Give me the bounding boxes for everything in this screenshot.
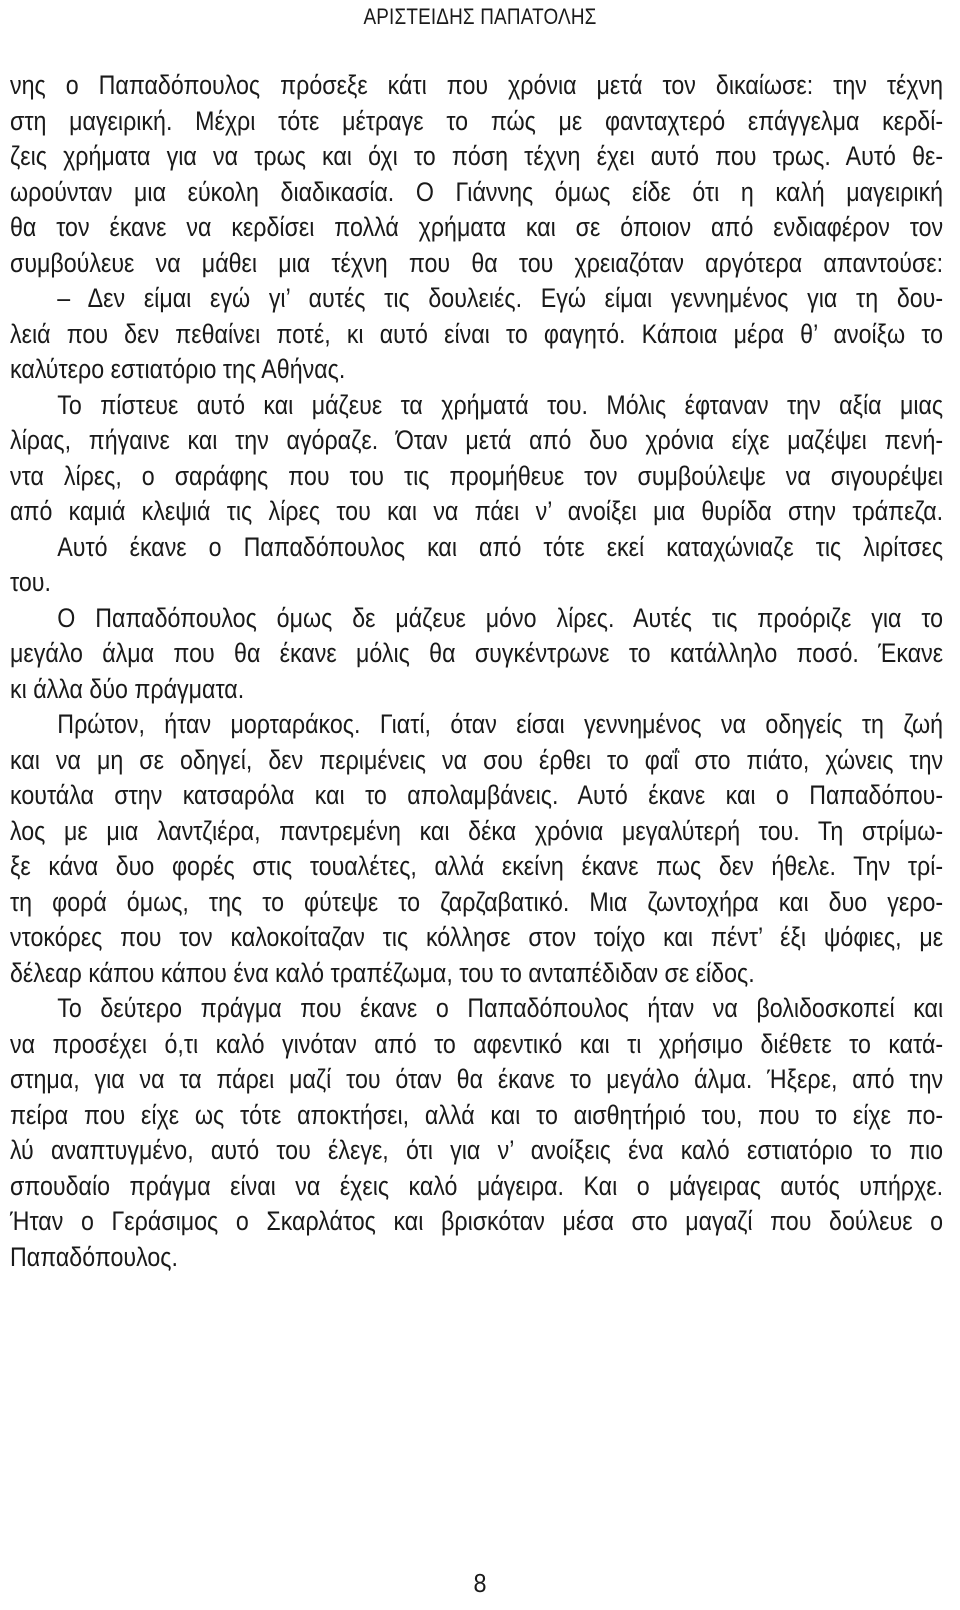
text-line: θα τον έκανε να κερδίσει πολλά χρήματα και σε όποιον από ενδιαφέρον τον [10,212,944,242]
text-line: Ήταν ο Γεράσιμος ο Σκαρλάτος και βρισκόταν μέσα στο μαγαζί που δούλευε ο [10,1206,944,1236]
text-line: κι άλλα δύο πράγματα. [10,673,245,704]
text-line: λειά που δεν πεθαίνει ποτέ, κι αυτό είναι το φαγητό. Κάποια μέρα θ’ ανοίξω το [10,318,944,349]
text-line: δέλεαρ κάπου κάπου ένα καλό τραπέζωμα, του το ανταπέδιδαν σε είδος. [10,957,755,988]
text-line: κουτάλα στην κατσαρόλα και το απολαμβάνεις. Αυτό έκανε και ο Παπαδόπου- [10,780,944,810]
text-line: πείρα που είχε ως τότε αποκτήσει, αλλά και το αισθητήριό του, που το είχε πο- [10,1099,944,1130]
text-line: ντοκόρες που τον καλοκοίταζαν τις κόλλησε στον τοίχο και πέντ’ έξι ψόφιες, με [10,922,944,952]
text-line: σπουδαίο πράγμα είναι να έχεις καλό μάγειρα. Και ο μάγειρας αυτός υπήρχε. [10,1170,944,1201]
text-line: Ο Παπαδόπουλος όμως δε μάζευε μόνο λίρες. Αυτές τις προόριζε για το [57,602,944,633]
text-line: Παπαδόπουλος. [10,1241,178,1272]
text-line: ωρούνταν μια εύκολη διαδικασία. Ο Γιάννης όμως είδε ότι η καλή μαγειρική [10,176,944,207]
text-line: λος με μια λαντζιέρα, παντρεμένη και δέκα χρόνια μεγαλύτερή του. Τη στρίμω- [10,815,944,846]
text-line: Το πίστευε αυτό και μάζευε τα χρήματά του. Μόλις έφταναν την αξία μιας [57,389,944,420]
text-line: καλύτερο εστιατόριο της Αθήνας. [10,354,346,384]
text-line: ζεις χρήματα για να τρως και όχι το πόση τέχνη έχει αυτό που τρως. Αυτό θε- [10,141,944,171]
text-line: μεγάλο άλμα που θα έκανε μόλις θα συγκέντρωνε το κατάλληλο ποσό. Έκανε [10,638,944,668]
text-line: του. [10,567,51,597]
text-line: ξε κάνα δυο φορές στις τουαλέτες, αλλά εκείνη έκανε πως δεν ήθελε. Την τρί- [10,851,944,881]
body-text [10,68,943,1275]
text-line: ντα λίρες, ο σαράφης που του τις προμήθευε τον συμβούλεψε να σιγουρέψει [10,460,944,491]
text-line: Πρώτον, ήταν μορταράκος. Γιατί, όταν είσαι γεννημένος να οδηγείς τη ζωή [57,709,944,739]
text-line: στημα, για να τα πάρει μαζί του όταν θα έκανε το μεγάλο άλμα. Ήξερε, από την [10,1064,944,1094]
text-line: λίρας, πήγαινε και την αγόραζε. Όταν μετά από δυο χρόνια είχε μαζέψει πενή- [10,425,944,455]
text-line: τη φορά όμως, της το φύτεψε το ζαρζαβατικό. Μια ζωντοχήρα και δυο γερο- [10,886,944,917]
running-header: ΑΡΙΣΤΕΙΔΗΣ ΠΑΠΑΤΟΛΗΣ [363,4,597,29]
page-number: 8 [473,1568,487,1598]
dialogue-line: – Δεν είμαι εγώ γι’ αυτές τις δουλειές. Εγώ είμαι γεννημένος για τη δου- [57,283,944,313]
text-line: Αυτό έκανε ο Παπαδόπουλος και από τότε εκεί καταχώνιαζε τις λιρίτσες [57,531,944,562]
text-line: Το δεύτερο πράγμα που έκανε ο Παπαδόπουλος ήταν να βολιδοσκοπεί και [57,993,944,1023]
text-line: συμβούλευε να μάθει μια τέχνη που θα του χρειαζόταν αργότερα απαντούσε: [10,247,944,278]
text-line: νης ο Παπαδόπουλος πρόσεξε κάτι που χρόνια μετά τον δικαίωσε: την τέχνη [10,70,944,100]
text-line: λύ αναπτυγμένο, αυτό του έλεγε, ότι για ν’ ανοίξεις ένα καλό εστιατόριο το πιο [10,1135,944,1165]
text-line: και να μη σε οδηγεί, δεν περιμένεις να σου έρθει το φαΐ στο πιάτο, χώνεις την [10,744,944,775]
text-line: να προσέχει ό,τι καλό γινόταν από το αφεντικό και τι χρήσιμο διέθετε το κατά- [10,1028,944,1059]
text-line: στη μαγειρική. Μέχρι τότε μέτραγε το πώς με φανταχτερό επάγγελμα κερδί- [10,105,944,136]
text-line: από καμιά κλεψιά τις λίρες του και να πάει ν’ ανοίξει μια θυρίδα στην τράπεζα. [10,496,944,526]
